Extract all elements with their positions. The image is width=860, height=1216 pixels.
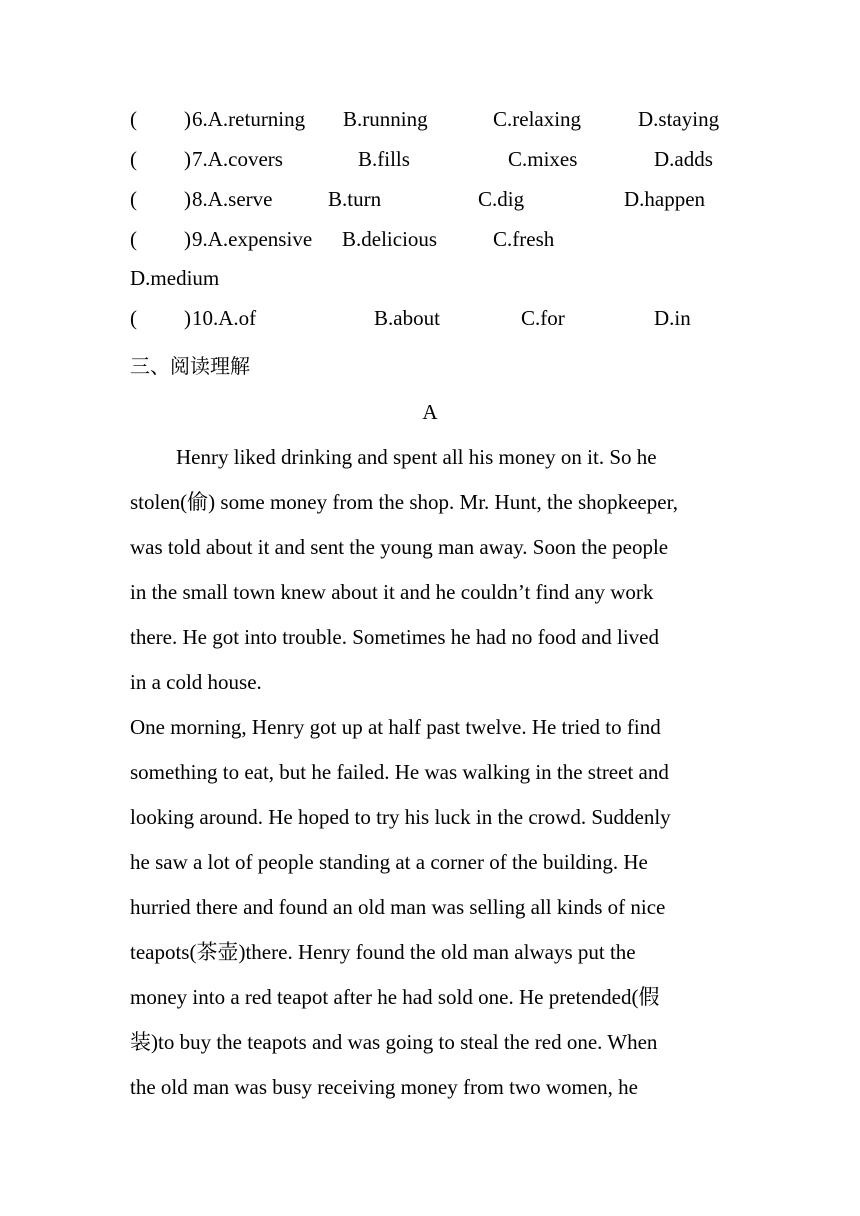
passage-line: 装)to buy the teapots and was going to steal the red one. When: [130, 1030, 658, 1054]
passage-line: he saw a lot of people standing at a corner of the building. He: [130, 850, 648, 874]
question-9-option-a: 9.A.expensive: [192, 227, 313, 251]
passage-line: teapots(茶壶)there. Henry found the old man always put the: [130, 940, 636, 964]
question-9-option-c: C.fresh: [493, 227, 555, 251]
question-7-option-c: C.mixes: [508, 147, 578, 171]
passage-line: stolen(偷) some money from the shop. Mr. Hunt, the shopkeeper,: [130, 490, 678, 514]
question-6-option-b: B.running: [343, 107, 428, 131]
question-8-option-a: 8.A.serve: [192, 187, 273, 211]
question-10-open-paren: (: [130, 306, 137, 330]
question-10-option-d: D.in: [654, 306, 691, 330]
question-9-option-b: B.delicious: [342, 227, 438, 251]
passage-line: the old man was busy receiving money from two women, he: [130, 1075, 638, 1099]
question-6-option-c: C.relaxing: [493, 107, 582, 131]
question-7-open-paren: (: [130, 147, 137, 171]
passage-line: money into a red teapot after he had sold one. He pretended(假: [130, 985, 660, 1009]
question-9-option-d: D.medium: [130, 266, 220, 290]
question-10-option-a: 10.A.of: [192, 306, 257, 330]
passage-line: looking around. He hoped to try his luck in the crowd. Suddenly: [130, 805, 671, 829]
question-7-option-b: B.fills: [358, 147, 410, 171]
question-6-option-a: 6.A.returning: [192, 107, 306, 131]
question-6-open-paren: (: [130, 107, 137, 131]
question-10-option-b: B.about: [374, 306, 440, 330]
passage-line: Henry liked drinking and spent all his money on it. So he: [176, 445, 657, 469]
question-8-option-b: B.turn: [328, 187, 382, 211]
question-10-close-paren: ): [184, 306, 191, 330]
question-8-open-paren: (: [130, 187, 137, 211]
question-7-close-paren: ): [184, 147, 191, 171]
passage-line: in the small town knew about it and he couldn’t find any work: [130, 580, 654, 604]
passage-label: A: [422, 400, 438, 424]
question-8-option-d: D.happen: [624, 187, 706, 211]
passage-line: in a cold house.: [130, 670, 262, 694]
question-9-close-paren: ): [184, 227, 191, 251]
passage-line: hurried there and found an old man was selling all kinds of nice: [130, 895, 666, 919]
question-10-option-c: C.for: [521, 306, 565, 330]
question-8-option-c: C.dig: [478, 187, 525, 211]
section-heading: 三、阅读理解: [130, 354, 250, 378]
question-8-close-paren: ): [184, 187, 191, 211]
question-7-option-a: 7.A.covers: [192, 147, 283, 171]
question-9-open-paren: (: [130, 227, 137, 251]
question-7-option-d: D.adds: [654, 147, 713, 171]
question-6-close-paren: ): [184, 107, 191, 131]
passage-line: something to eat, but he failed. He was walking in the street and: [130, 760, 669, 784]
passage-line: was told about it and sent the young man away. Soon the people: [130, 535, 669, 559]
question-6-option-d: D.staying: [638, 107, 720, 131]
passage-line: One morning, Henry got up at half past twelve. He tried to find: [130, 715, 661, 739]
passage-line: there. He got into trouble. Sometimes he had no food and lived: [130, 625, 659, 649]
